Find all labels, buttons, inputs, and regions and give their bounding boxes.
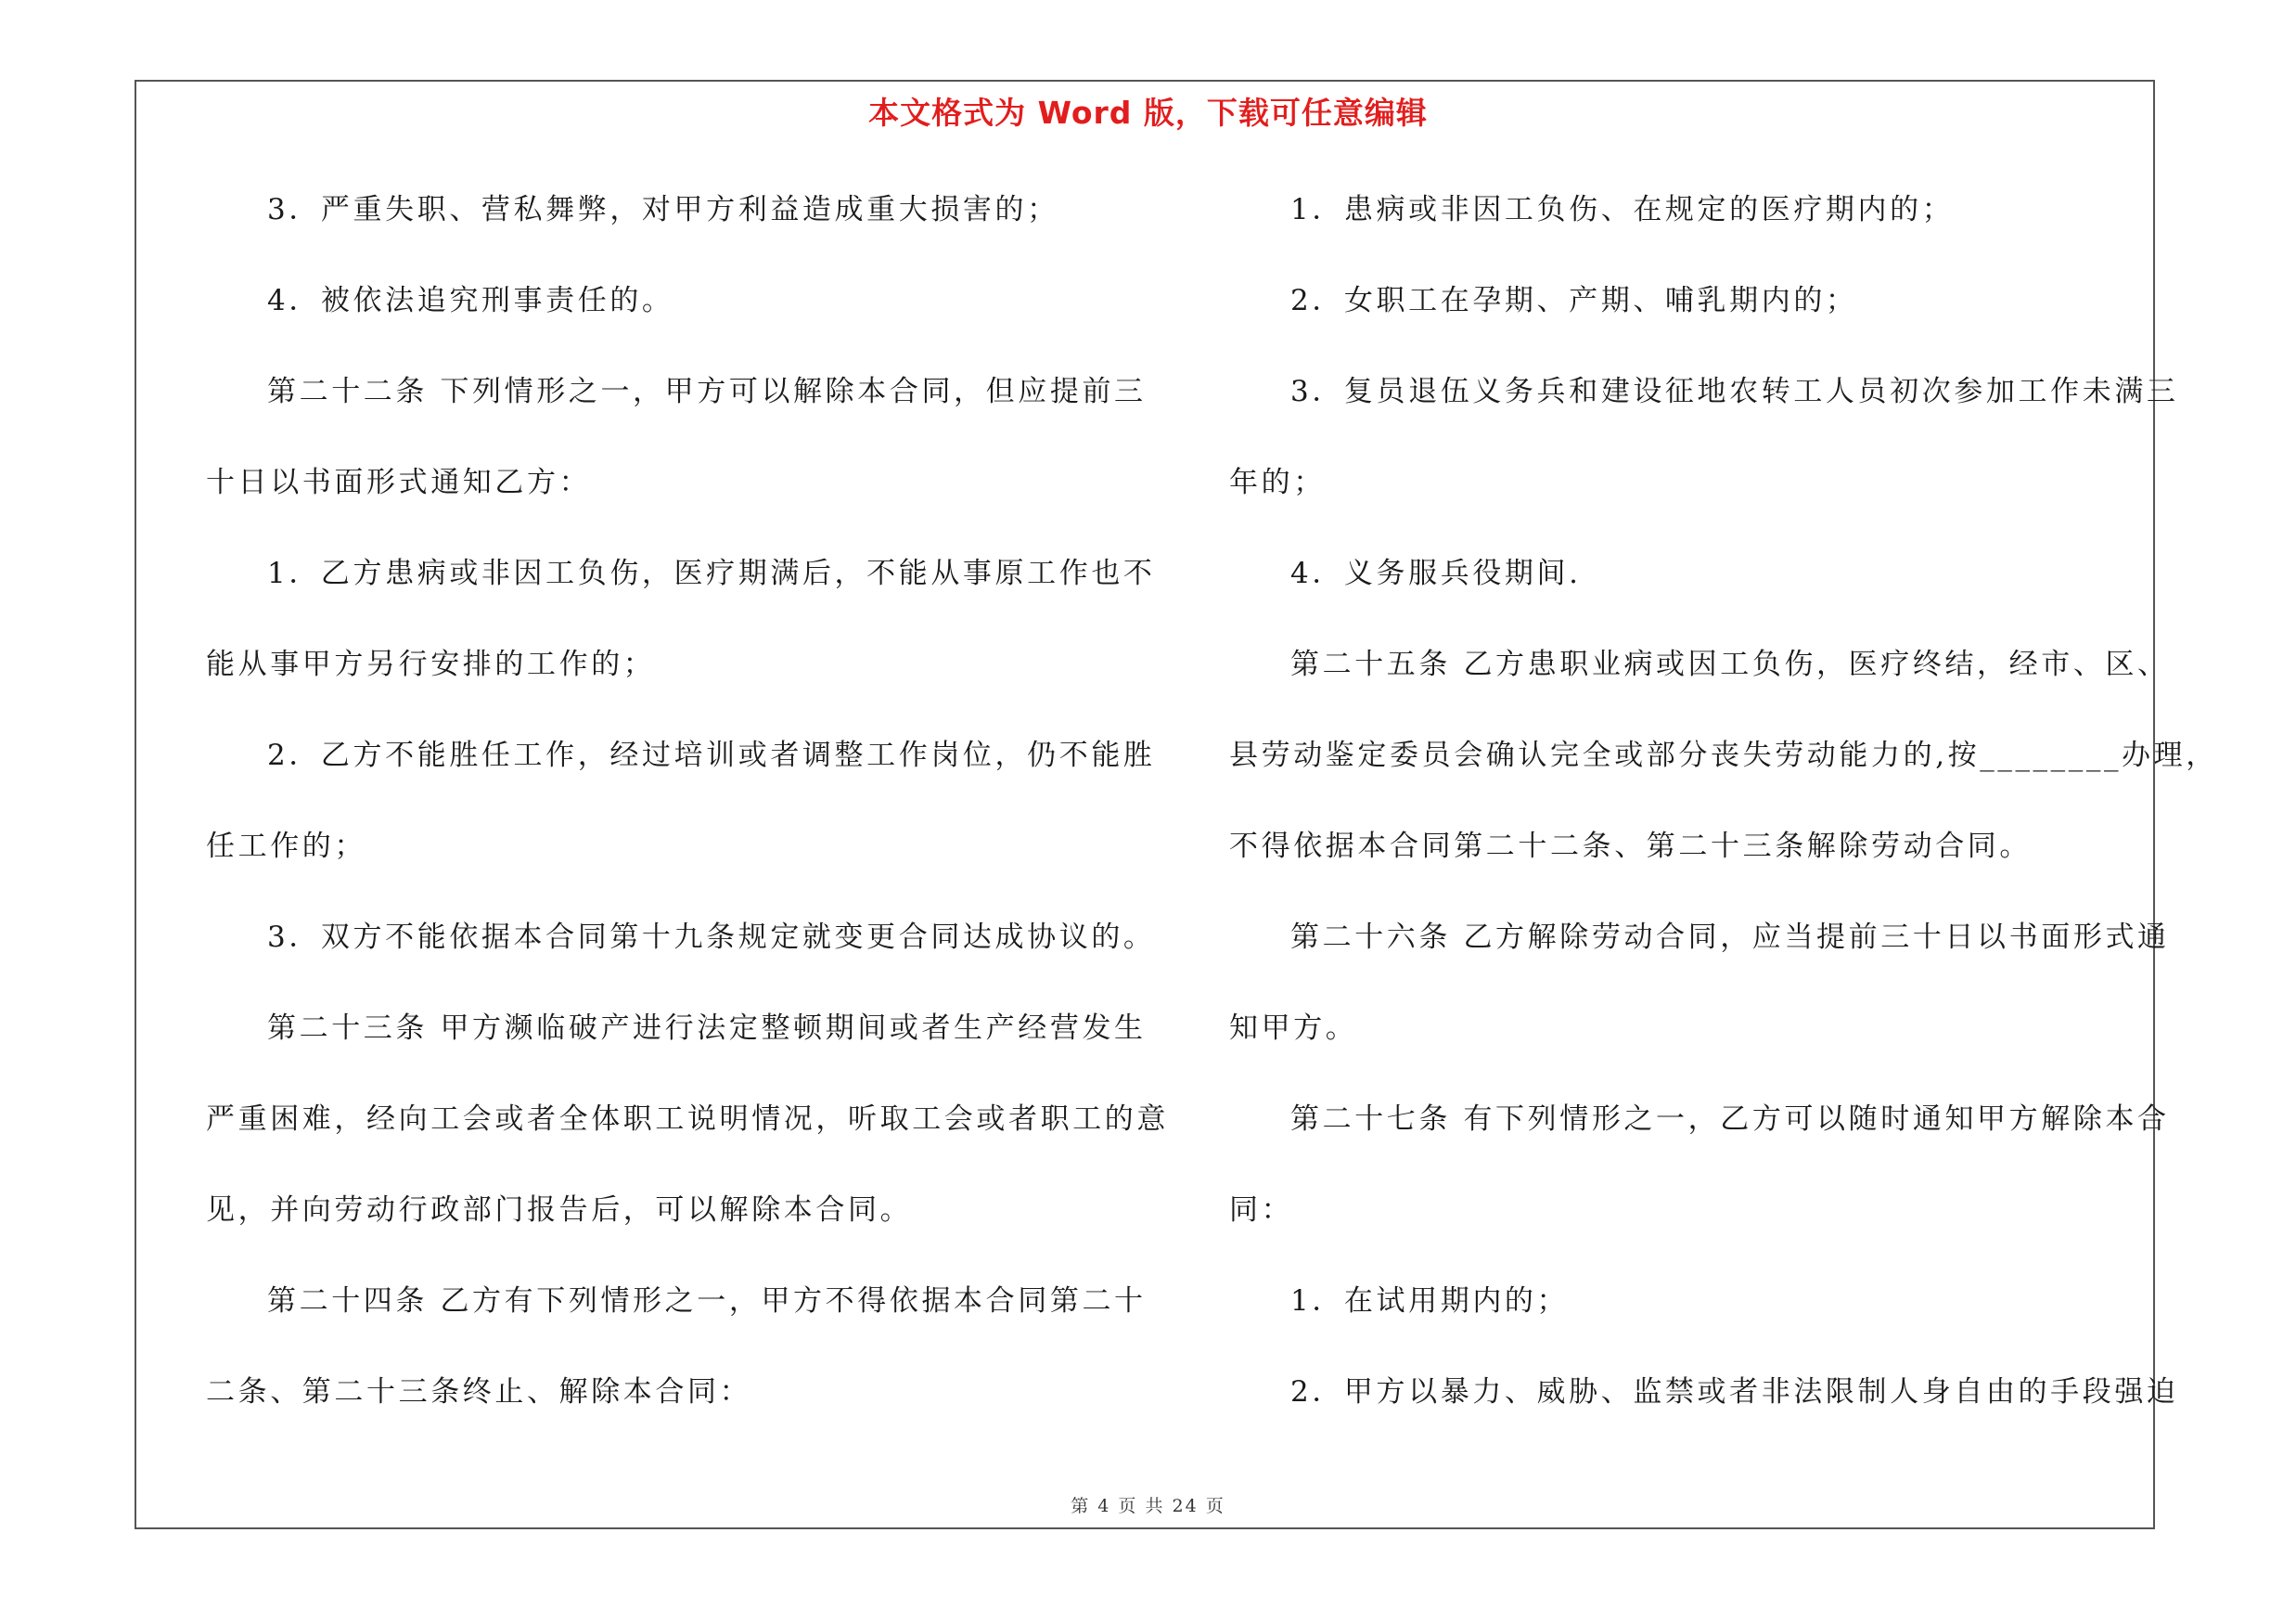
left-line-8: 3．双方不能依据本合同第十九条规定就变更合同达成协议的。: [267, 921, 1156, 954]
right-line-0: 1．患病或非因工负伤、在规定的医疗期内的；: [1290, 193, 1955, 226]
left-line-9: 第二十三条 甲方濒临破产进行法定整顿期间或者生产经营发生: [267, 1011, 1147, 1045]
right-line-6: 县劳动鉴定委员会确认完全或部分丧失劳动能力的,按________办理，: [1229, 739, 2218, 772]
header-banner: 本文格式为 Word 版，下载可任意编辑: [868, 95, 1428, 131]
left-line-2: 第二十二条 下列情形之一，甲方可以解除本合同，但应提前三: [267, 375, 1147, 408]
right-line-12: 1．在试用期内的；: [1290, 1284, 1570, 1318]
left-line-0: 3．严重失职、营私舞弊，对甲方利益造成重大损害的；: [267, 193, 1059, 226]
left-line-12: 第二十四条 乙方有下列情形之一，甲方不得依据本合同第二十: [267, 1284, 1147, 1318]
left-line-3: 十日以书面形式通知乙方：: [206, 466, 592, 499]
left-line-11: 见，并向劳动行政部门报告后，可以解除本合同。: [206, 1193, 913, 1227]
left-line-13: 二条、第二十三条终止、解除本合同：: [206, 1375, 752, 1409]
right-line-13: 2．甲方以暴力、威胁、监禁或者非法限制人身自由的手段强迫: [1290, 1375, 2179, 1409]
left-line-1: 4．被依法追究刑事责任的。: [267, 284, 674, 317]
right-line-5: 第二十五条 乙方患职业病或因工负伤，医疗终结，经市、区、: [1290, 648, 2170, 681]
right-line-3: 年的；: [1229, 466, 1326, 499]
page-indicator: 第 4 页 共 24 页: [1071, 1496, 1225, 1516]
right-line-1: 2．女职工在孕期、产期、哺乳期内的；: [1290, 284, 1858, 317]
left-line-5: 能从事甲方另行安排的工作的；: [206, 648, 656, 681]
left-column: [206, 182, 1169, 1455]
right-column: [1229, 182, 2218, 1455]
right-line-8: 第二十六条 乙方解除劳动合同，应当提前三十日以书面形式通: [1290, 921, 2170, 954]
left-line-4: 1．乙方患病或非因工负伤，医疗期满后，不能从事原工作也不: [267, 557, 1156, 590]
right-line-11: 同：: [1229, 1193, 1294, 1227]
right-line-2: 3．复员退伍义务兵和建设征地农转工人员初次参加工作未满三: [1290, 375, 2179, 408]
left-line-10: 严重困难，经向工会或者全体职工说明情况，听取工会或者职工的意: [206, 1102, 1169, 1136]
left-line-7: 任工作的；: [206, 830, 366, 863]
right-line-7: 不得依据本合同第二十二条、第二十三条解除劳动合同。: [1229, 830, 2032, 863]
right-line-4: 4．义务服兵役期间.: [1290, 557, 1582, 590]
right-line-10: 第二十七条 有下列情形之一，乙方可以随时通知甲方解除本合: [1290, 1102, 2170, 1136]
right-line-9: 知甲方。: [1229, 1011, 1358, 1045]
left-line-6: 2．乙方不能胜任工作，经过培训或者调整工作岗位，仍不能胜: [267, 739, 1156, 772]
